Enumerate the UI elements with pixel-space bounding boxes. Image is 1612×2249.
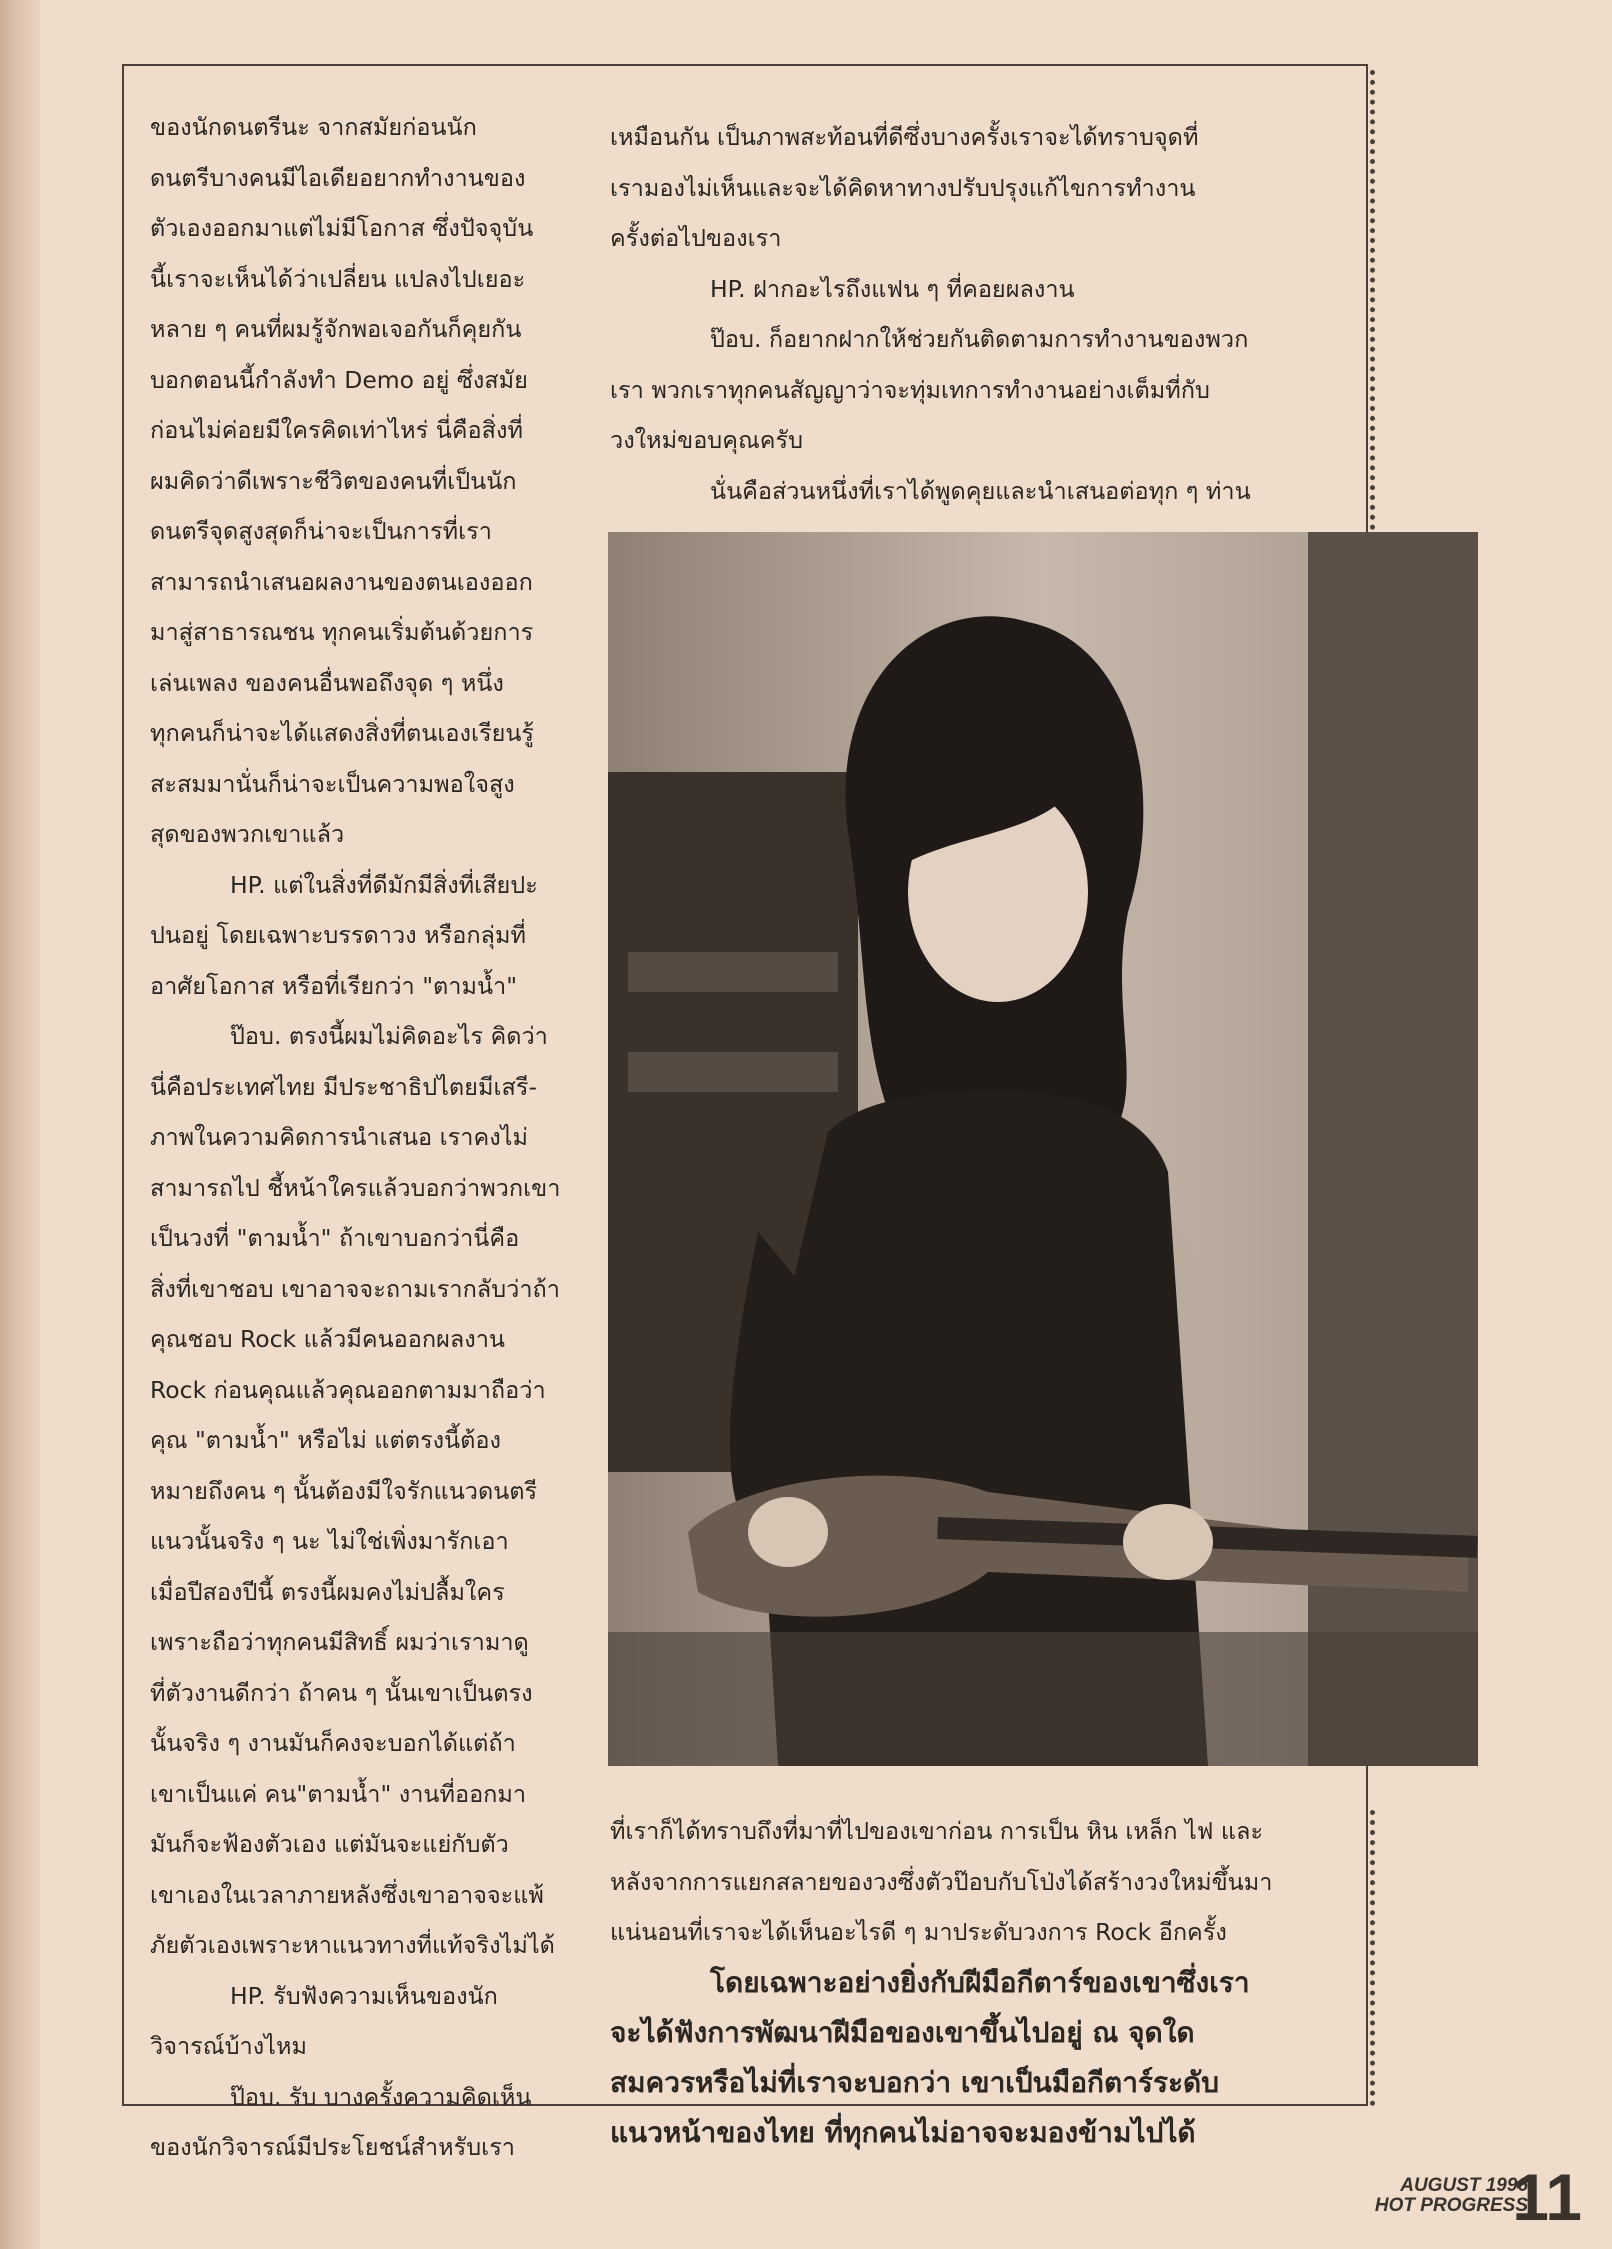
text-line: ของนักวิจารณ์มีประโยชน์สำหรับเรา — [150, 2133, 516, 2161]
text-line: แนวนั้นจริง ๆ นะ ไม่ใช่เพิ่งมารักเอา — [150, 1527, 509, 1555]
footer-masthead — [1375, 2176, 1528, 2216]
text-line: มันก็จะฟ้องตัวเอง แต่มันจะแย่กับตัว — [150, 1830, 509, 1858]
text-line: แน่นอนที่เราจะได้เห็นอะไรดี ๆ มาประดับวงการ Rock อีกครั้ง — [610, 1918, 1227, 1946]
text-line: ตัวเองออกมาแต่ไม่มีโอกาส ซึ่งปัจจุบัน — [150, 214, 534, 242]
text-line: คุณชอบ Rock แล้วมีคนออกผลงาน — [150, 1325, 506, 1353]
text-line: HP. แต่ในสิ่งที่ดีมักมีสิ่งที่เสียปะ — [230, 870, 538, 899]
text-line: ป๊อบ. รับ บางครั้งความคิดเห็น — [230, 2082, 532, 2111]
text-line: ป๊อบ. ก็อยากฝากให้ช่วยกันติดตามการทำงานของพวก — [710, 325, 1249, 353]
text-line: เขาเองในเวลาภายหลังซึ่งเขาอาจจะแพ้ — [150, 1880, 544, 1909]
guitarist-photo-illustration — [608, 532, 1478, 1766]
text-line: ภาพในความคิดการนำเสนอ เราคงไม่ — [150, 1123, 528, 1151]
text-line: ที่เราก็ได้ทราบถึงที่มาที่ไปของเขาก่อน การเป็น หิน เหล็ก ไฟ และ — [610, 1817, 1264, 1845]
text-line: ทุกคนก็น่าจะได้แสดงสิ่งที่ตนเองเรียนรู้ — [150, 719, 535, 747]
text-line: วงใหม่ขอบคุณครับ — [610, 426, 804, 454]
text-line: เรา พวกเราทุกคนสัญญาว่าจะทุ่มเทการทำงานอย่างเต็มที่กับ — [610, 375, 1210, 404]
text-line: หมายถึงคน ๆ นั้นต้องมีใจรักแนวดนตรี — [150, 1476, 538, 1505]
dotted-rule-top — [1370, 70, 1375, 540]
text-line: เหมือนกัน เป็นภาพสะท้อนที่ดีซึ่งบางครั้งเราจะได้ทราบจุดที่ — [610, 123, 1199, 151]
right-top-text-block — [610, 112, 1260, 516]
text-line: ภัยตัวเองเพราะหาแนวทางที่แท้จริงไม่ได้ — [150, 1931, 555, 1959]
footer-issue-date: AUGUST 1996 — [1400, 2175, 1528, 2196]
text-line: อาศัยโอกาส หรือที่เรียกว่า "ตามน้ำ" — [150, 971, 518, 1000]
text-line: นี่คือประเทศไทย มีประชาธิปไตยมีเสรี- — [150, 1072, 537, 1101]
right-bottom-text-block — [610, 1806, 1273, 2158]
text-line: นั่นคือส่วนหนึ่งที่เราได้พูดคุยและนำเสนอต่อทุก ๆ ท่าน — [710, 476, 1251, 505]
text-line: สะสมมานั่นก็น่าจะเป็นความพอใจสูง — [150, 769, 515, 798]
text-line: เขาเป็นแค่ คน"ตามน้ำ" งานที่ออกมา — [150, 1779, 527, 1808]
text-line: ที่ตัวงานดีกว่า ถ้าคน ๆ นั้นเขาเป็นตรง — [150, 1678, 533, 1707]
text-line: ของนักดนตรีนะ จากสมัยก่อนนัก — [150, 113, 477, 141]
text-line: ปนอยู่ โดยเฉพาะบรรดาวง หรือกลุ่มที่ — [150, 921, 526, 949]
text-line: HP. ฝากอะไรถึงแฟน ๆ ที่คอยผลงาน — [710, 274, 1075, 303]
text-line: นี้เราจะเห็นได้ว่าเปลี่ยน แปลงไปเยอะ — [150, 264, 526, 293]
text-line: สามารถไป ชี้หน้าใครแล้วบอกว่าพวกเขา — [150, 1173, 561, 1202]
text-line: หลังจากการแยกสลายของวงซึ่งตัวป๊อบกับโป่งได้สร้างวงใหม่ขึ้นมา — [610, 1867, 1273, 1896]
text-line: เมื่อปีสองปีนี้ ตรงนี้ผมคงไม่ปลื้มใคร — [150, 1577, 505, 1606]
text-line: เพราะถือว่าทุกคนมีสิทธิ์ ผมว่าเรามาดู — [150, 1628, 529, 1656]
text-line: Rock ก่อนคุณแล้วคุณออกตามมาถือว่า — [150, 1375, 546, 1404]
text-line: สิ่งที่เขาชอบ เขาอาจจะถามเรากลับว่าถ้า — [150, 1274, 560, 1303]
text-line: บอกตอนนี้กำลังทำ Demo อยู่ ซึ่งสมัย — [150, 365, 528, 394]
text-line: โดยเฉพาะอย่างยิ่งกับฝีมือกีตาร์ของเขาซึ่งเรา — [710, 1965, 1250, 1999]
text-line: นั้นจริง ๆ งานมันก็คงจะบอกได้แต่ถ้า — [150, 1729, 516, 1757]
text-line: คุณ "ตามน้ำ" หรือไม่ แต่ตรงนี้ต้อง — [150, 1426, 501, 1454]
text-line: ผมคิดว่าดีเพราะชีวิตของคนที่เป็นนัก — [150, 466, 517, 495]
text-line: สามารถนำเสนอผลงานของตนเองออก — [150, 567, 533, 596]
text-line: แนวหน้าของไทย ที่ทุกคนไม่อาจจะมองข้ามไปได้ — [610, 2115, 1196, 2149]
text-line: HP. รับฟังความเห็นของนัก — [230, 1981, 498, 2010]
text-line: เล่นเพลง ของคนอื่นพอถึงจุด ๆ หนึ่ง — [150, 668, 504, 697]
footer-magazine-name: HOT PROGRESS — [1374, 2195, 1528, 2216]
text-line: ครั้งต่อไปของเรา — [610, 224, 782, 252]
magazine-spine-edge — [0, 0, 40, 2249]
page-footer — [1374, 2160, 1590, 2248]
page-number: 11 — [1512, 2160, 1582, 2234]
text-line: มาสู่สาธารณชน ทุกคนเริ่มต้นด้วยการ — [150, 618, 534, 646]
guitarist-photo — [608, 532, 1478, 1766]
text-line: สมควรหรือไม่ที่เราจะบอกว่า เขาเป็นมือกีตาร์ระดับ — [610, 2065, 1219, 2099]
text-line: เป็นวงที่ "ตามน้ำ" ถ้าเขาบอกว่านี่คือ — [150, 1224, 520, 1252]
text-line: ดนตรีบางคนมีไอเดียอยากทำงานของ — [150, 163, 526, 192]
dotted-rule-bottom — [1370, 1810, 1375, 2106]
left-text-column — [150, 102, 574, 2173]
text-line: วิจารณ์บ้างไหม — [150, 2032, 307, 2060]
text-line: ป๊อบ. ตรงนี้ผมไม่คิดอะไร คิดว่า — [230, 1022, 548, 1050]
text-line: สุดของพวกเขาแล้ว — [150, 820, 345, 848]
text-line: ก่อนไม่ค่อยมีใครคิดเท่าไหร่ นี่คือสิ่งที่ — [150, 416, 523, 444]
text-line: จะได้ฟังการพัฒนาฝีมือของเขาขึ้นไปอยู่ ณ จุดใด — [610, 2015, 1195, 2049]
text-line: หลาย ๆ คนที่ผมรู้จักพอเจอกันก็คุยกัน — [150, 315, 522, 343]
text-line: เรามองไม่เห็นและจะได้คิดหาทางปรับปรุงแก้ไขการทำงาน — [610, 173, 1196, 202]
text-line: ดนตรีจุดสูงสุดก็น่าจะเป็นการที่เรา — [150, 517, 492, 545]
